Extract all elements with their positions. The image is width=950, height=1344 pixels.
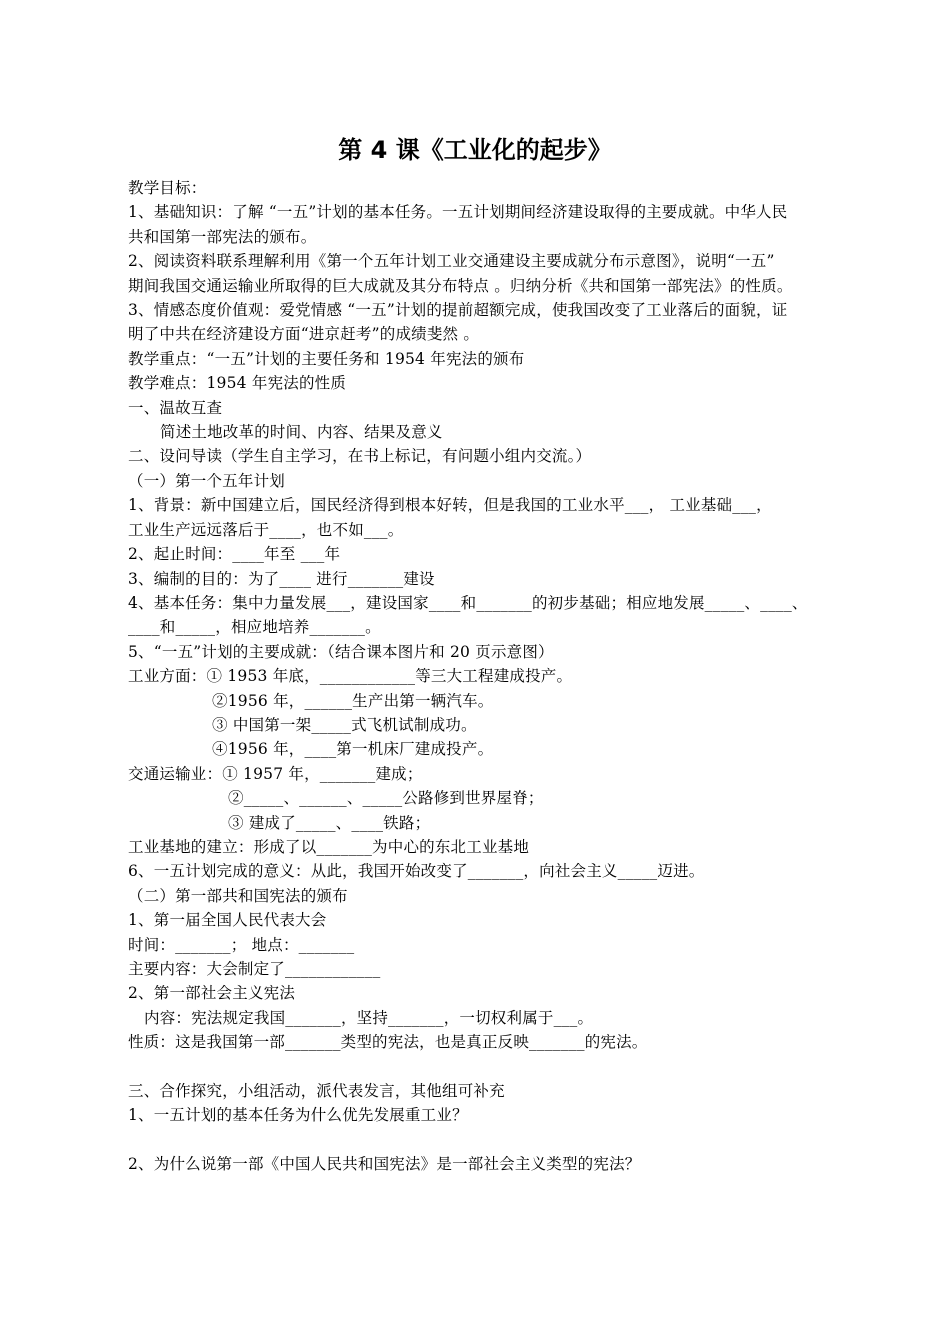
text-line: 1、基础知识：了解 “一五”计划的基本任务。一五计划期间经济建设取得的主要成就。中华人民 bbox=[128, 203, 788, 222]
page-title: 第 4 课《工业化的起步》 bbox=[338, 136, 612, 164]
text-line: 4、基本任务：集中力量发展___，建设国家____和_______的初步基础；相应地发展_____、____、 bbox=[128, 593, 808, 612]
text-line: 主要内容：大会制定了____________ bbox=[128, 960, 381, 978]
text-line: 教学重点：“一五”计划的主要任务和 1954 年宪法的颁布 bbox=[128, 349, 525, 368]
text-line: 工业方面：① 1953 年底，____________等三大工程建成投产。 bbox=[128, 667, 573, 686]
text-line: 3、情感态度价值观：爱党情感 “一五”计划的提前超额完成，使我国改变了工业落后的面貌，证 bbox=[128, 301, 788, 320]
text-line: 教学难点：1954 年宪法的性质 bbox=[128, 374, 347, 393]
document-body bbox=[128, 176, 828, 1177]
text-line: 教学目标： bbox=[128, 179, 207, 197]
text-line: ②_____、______、_____公路修到世界屋脊； bbox=[228, 789, 544, 808]
text-line: 交通运输业：① 1957 年，_______建成； bbox=[128, 764, 423, 783]
text-line: 1、背景：新中国建立后，国民经济得到根本好转，但是我国的工业水平___， 工业基础___， bbox=[128, 496, 772, 515]
text-line: ②1956 年，______生产出第一辆汽车。 bbox=[212, 691, 494, 710]
text-line: 2、阅读资料联系理解利用《第一个五年计划工业交通建设主要成就分布示意图》，说明“一五” bbox=[128, 252, 775, 271]
text-line: 工业生产远远落后于____，也不如___。 bbox=[128, 520, 404, 539]
text-line: 一、温故互查 bbox=[128, 398, 223, 417]
text-line: 性质：这是我国第一部_______类型的宪法，也是真正反映_______的宪法。 bbox=[128, 1033, 648, 1052]
blank-line bbox=[128, 1055, 828, 1079]
text-line: 期间我国交通运输业所取得的巨大成就及其分布特点 。归纳分析《共和国第一部宪法》的性质。 bbox=[128, 276, 793, 295]
text-line: 2、为什么说第一部《中国人民共和国宪法》是一部社会主义类型的宪法？ bbox=[128, 1155, 641, 1174]
text-line: ④1956 年，____第一机床厂建成投产。 bbox=[212, 740, 494, 759]
text-line: 内容：宪法规定我国_______，坚持_______，一切权利属于___。 bbox=[144, 1008, 594, 1027]
text-line: 二、设问导读（学生自主学习，在书上标记，有问题小组内交流。） bbox=[128, 447, 592, 466]
text-line: 2、起止时间：____年至 ___年 bbox=[128, 545, 341, 564]
text-line: 明了中共在经济建设方面“进京赶考”的成绩斐然 。 bbox=[128, 325, 480, 344]
text-line: 2、第一部社会主义宪法 bbox=[128, 984, 296, 1003]
text-line: 6、一五计划完成的意义：从此，我国开始改变了_______，向社会主义_____迈进。 bbox=[128, 862, 705, 881]
text-line: 时间：_______； 地点：_______ bbox=[128, 935, 355, 954]
text-line: （二）第一部共和国宪法的颁布 bbox=[128, 886, 348, 905]
text-line: 工业基地的建立：形成了以_______为中心的东北工业基地 bbox=[128, 837, 530, 856]
text-line: （一）第一个五年计划 bbox=[128, 471, 286, 490]
text-line: 1、一五计划的基本任务为什么优先发展重工业？ bbox=[128, 1106, 468, 1125]
text-line: ____和_____，相应地培养_______。 bbox=[128, 618, 381, 637]
text-line: 1、第一届全国人民代表大会 bbox=[128, 911, 327, 930]
text-line: 3、编制的目的：为了____ 进行_______建设 bbox=[128, 569, 435, 588]
blank-line bbox=[128, 1128, 828, 1152]
text-line: 5、“一五”计划的主要成就：（结合课本图片和 20 页示意图） bbox=[128, 642, 554, 661]
text-line: 三、合作探究，小组活动，派代表发言，其他组可补充 bbox=[128, 1082, 505, 1101]
text-line: 简述土地改革的时间、内容、结果及意义 bbox=[160, 423, 443, 442]
text-line: 共和国第一部宪法的颁布。 bbox=[128, 227, 317, 246]
text-line: ③ 建成了_____、____铁路； bbox=[228, 813, 431, 832]
text-line: ③ 中国第一架_____式飞机试制成功。 bbox=[212, 715, 477, 734]
